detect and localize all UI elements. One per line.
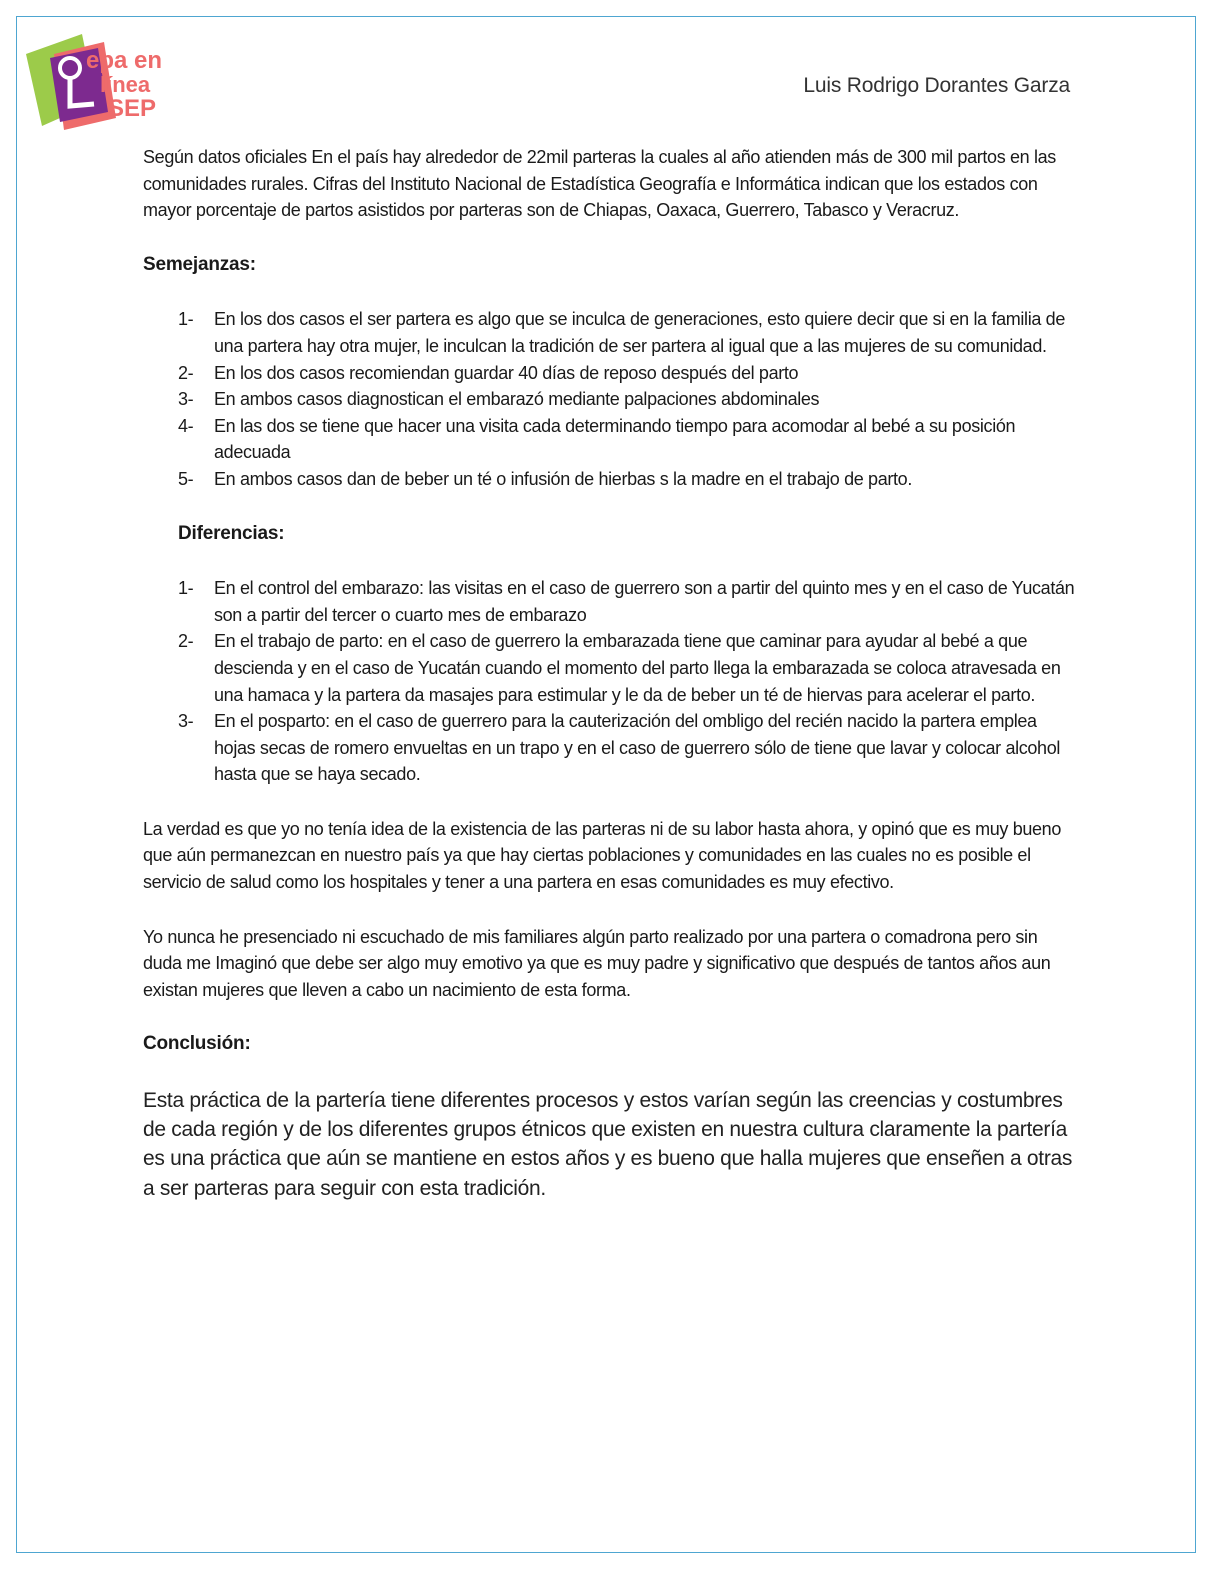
item-number: 4- xyxy=(178,415,194,436)
prepa-en-linea-sep-logo xyxy=(24,32,164,132)
list-item xyxy=(143,413,1078,466)
item-text: En el control del embarazo: las visitas en el caso de guerrero son a partir del quinto mes y en el caso de Yucatán son a partir del tercer o cuarto mes de embarazo xyxy=(214,578,1075,625)
opinion-paragraph: La verdad es que yo no tenía idea de la existencia de las parteras ni de su labor hasta ahora, y opinó que es muy bueno que aún permanezcan en nuestro país ya que hay ciertas poblaciones y comunidades en las cuales no es posible el servicio de salud como los hospitales y tener a una partera en esas comunidades es muy efectivo. xyxy=(143,818,1061,893)
conclusion-heading: Conclusión: xyxy=(143,1033,251,1055)
item-number: 2- xyxy=(178,362,194,383)
semejanzas-list xyxy=(143,306,1078,492)
list-item xyxy=(143,466,1078,493)
item-text: En ambos casos dan de beber un té o infusión de hierbas s la madre en el trabajo de parto. xyxy=(214,468,912,489)
item-text: En las dos se tiene que hacer una visita cada determinando tiempo para acomodar al bebé a su posición adecuada xyxy=(214,415,1016,463)
svg-text:SEP: SEP xyxy=(108,95,157,122)
list-item xyxy=(143,386,1078,413)
diferencias-heading: Diferencias: xyxy=(178,522,285,544)
svg-text:línea: línea xyxy=(100,72,151,97)
item-number: 2- xyxy=(178,631,194,652)
intro-paragraph: Según datos oficiales En el país hay alrededor de 22mil parteras la cuales al año atienden más de 300 mil partos en las comunidades rurales. Cifras del Instituto Nacional de Estadística Geografía e Informática indican que los estados con mayor porcentaje de partos asistidos por parteras son de Chiapas, Oaxaca, Guerrero, Tabasco y Veracruz. xyxy=(143,147,1056,221)
item-text: En ambos casos diagnostican el embarazó mediante palpaciones abdominales xyxy=(214,389,820,410)
item-number: 3- xyxy=(178,389,194,410)
item-text: En el trabajo de parto: en el caso de guerrero la embarazada tiene que caminar para ayudar al bebé a que descienda y en el caso de Yucatán cuando el momento del parto llega la embarazada se coloca atravesada en una hamaca y la partera da masajes para estimular y le da de beber un té de hiervas para acelerar el parto. xyxy=(214,631,1061,705)
item-number: 5- xyxy=(178,468,194,489)
diferencias-list xyxy=(143,575,1078,788)
conclusion-paragraph: Esta práctica de la partería tiene diferentes procesos y estos varían según las creencias y costumbres de cada región y de los diferentes grupos étnicos que existen en nuestra cultura claramente la partería es una práctica que aún se mantiene en estos años y es bueno que halla mujeres que enseñen a otras a ser parteras para seguir con esta tradición. xyxy=(143,1089,1073,1200)
list-item xyxy=(143,360,1078,387)
list-item xyxy=(143,575,1078,628)
author-name: Luis Rodrigo Dorantes Garza xyxy=(803,74,1070,97)
item-number: 1- xyxy=(178,578,194,599)
experience-paragraph: Yo nunca he presenciado ni escuchado de mis familiares algún parto realizado por una partera o comadrona pero sin duda me Imaginó que debe ser algo muy emotivo ya que es muy padre y significativo que después de tantos años aun existan mujeres que lleven a cabo un nacimiento de esta forma. xyxy=(143,926,1051,1000)
list-item xyxy=(143,628,1078,708)
item-text: En los dos casos el ser partera es algo que se inculca de generaciones, esto quiere decir que si en la familia de una partera hay otra mujer, le inculcan la tradición de ser partera al igual que a las mujeres de su comunidad. xyxy=(214,309,1065,356)
list-item xyxy=(143,708,1078,788)
item-number: 1- xyxy=(178,309,194,330)
document-body xyxy=(143,144,1078,1203)
item-text: En los dos casos recomiendan guardar 40 días de reposo después del parto xyxy=(214,362,799,383)
svg-text:epa en: epa en xyxy=(86,47,163,74)
item-text: En el posparto: en el caso de guerrero para la cauterización del ombligo del recién nacido la partera emplea hojas secas de romero envueltas en un trapo y en el caso de guerrero sólo de tiene que lavar y colocar alcohol hasta que se haya secado. xyxy=(214,711,1061,785)
list-item xyxy=(143,306,1078,359)
semejanzas-heading: Semejanzas: xyxy=(143,253,256,275)
item-number: 3- xyxy=(178,711,194,732)
